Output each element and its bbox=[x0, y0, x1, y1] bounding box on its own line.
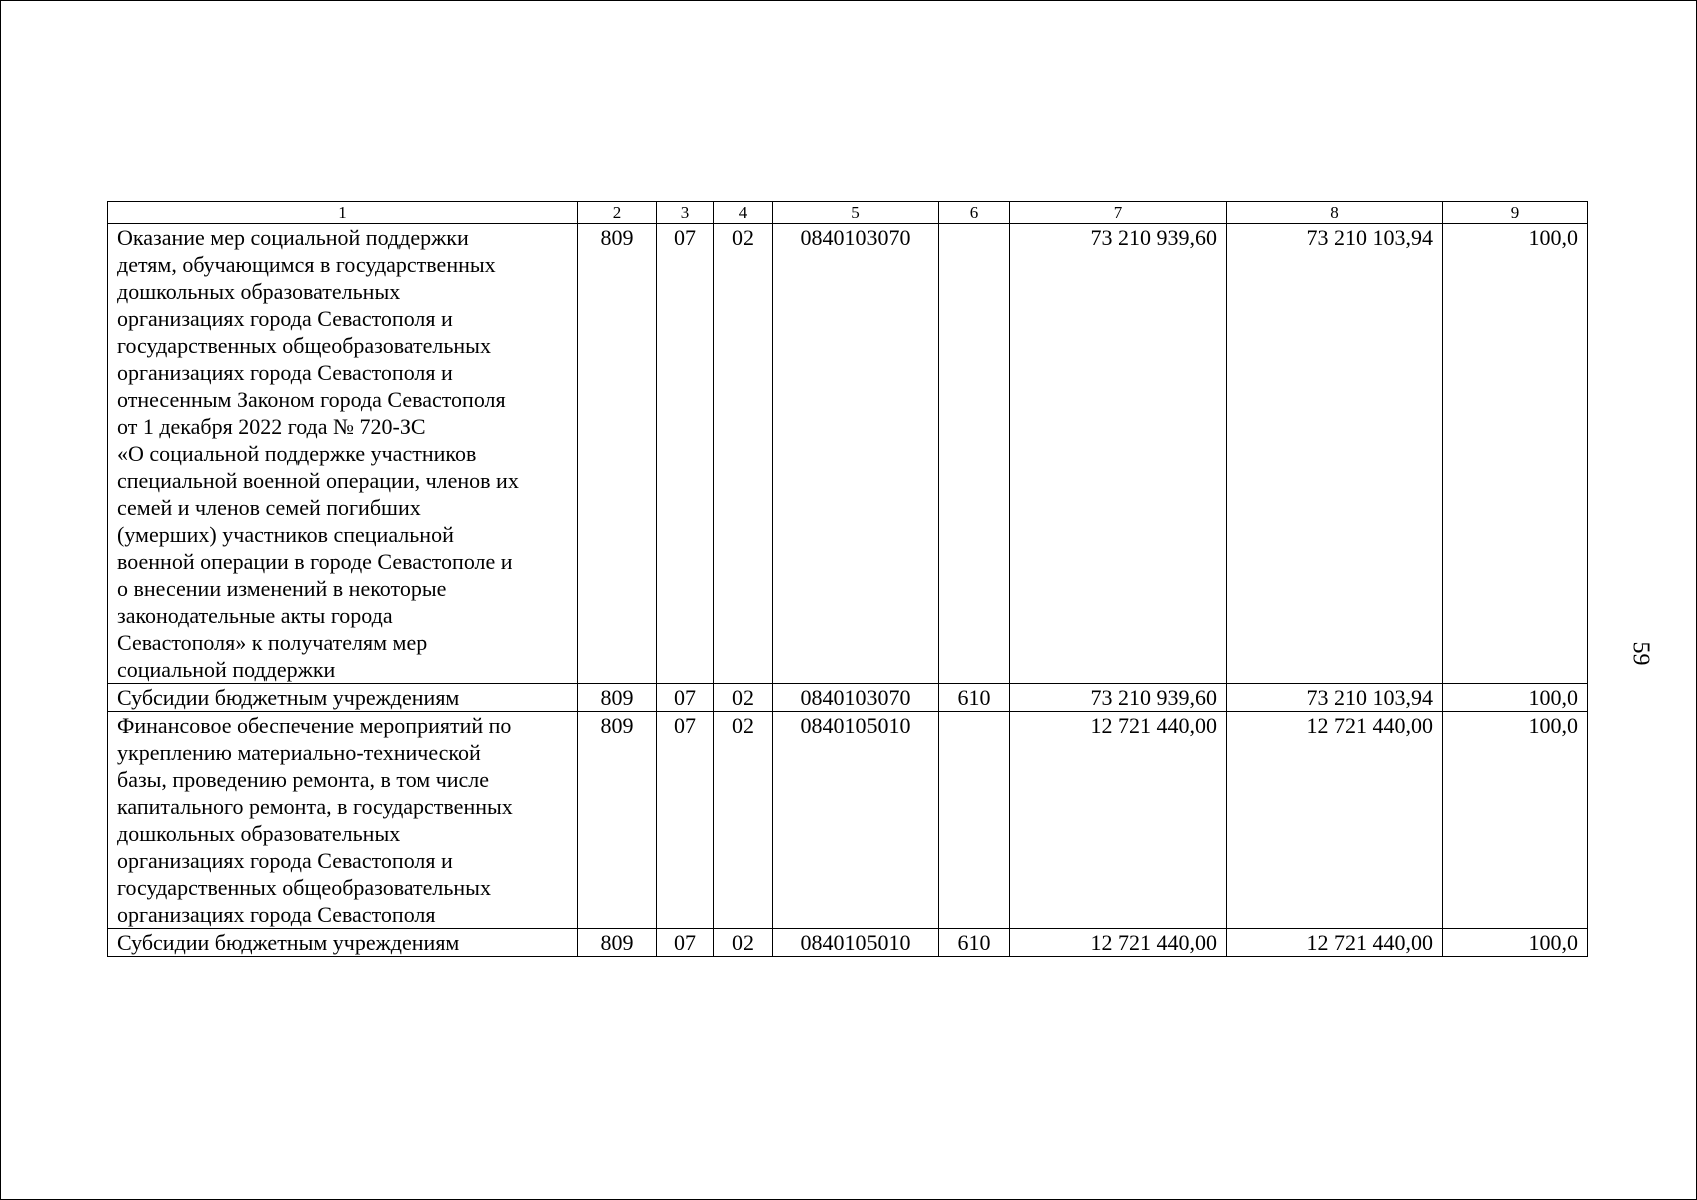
column-header-5: 5 bbox=[773, 202, 939, 224]
cell-section: 07 bbox=[657, 929, 714, 957]
table-row bbox=[108, 684, 1588, 712]
cell-planned-amount: 12 721 440,00 bbox=[1010, 712, 1227, 929]
cell-target-article: 0840103070 bbox=[773, 684, 939, 712]
budget-table bbox=[107, 201, 1588, 957]
cell-expense-type: 610 bbox=[939, 929, 1010, 957]
cell-target-article: 0840105010 bbox=[773, 712, 939, 929]
cell-percent: 100,0 bbox=[1443, 929, 1588, 957]
row-description: Субсидии бюджетным учреждениям bbox=[108, 684, 578, 712]
cell-planned-amount: 73 210 939,60 bbox=[1010, 684, 1227, 712]
cell-subsection: 02 bbox=[714, 224, 773, 684]
table-row bbox=[108, 712, 1588, 929]
cell-admin-code: 809 bbox=[578, 684, 657, 712]
cell-target-article: 0840105010 bbox=[773, 929, 939, 957]
column-number-row bbox=[108, 202, 1588, 224]
cell-subsection: 02 bbox=[714, 684, 773, 712]
cell-subsection: 02 bbox=[714, 929, 773, 957]
cell-expense-type bbox=[939, 224, 1010, 684]
cell-actual-amount: 12 721 440,00 bbox=[1227, 929, 1443, 957]
column-header-9: 9 bbox=[1443, 202, 1588, 224]
column-header-6: 6 bbox=[939, 202, 1010, 224]
cell-section: 07 bbox=[657, 712, 714, 929]
row-description: Субсидии бюджетным учреждениям bbox=[108, 929, 578, 957]
cell-section: 07 bbox=[657, 224, 714, 684]
cell-percent: 100,0 bbox=[1443, 224, 1588, 684]
table-row bbox=[108, 224, 1588, 684]
cell-subsection: 02 bbox=[714, 712, 773, 929]
cell-expense-type: 610 bbox=[939, 684, 1010, 712]
cell-percent: 100,0 bbox=[1443, 684, 1588, 712]
table-row bbox=[108, 929, 1588, 957]
column-header-1: 1 bbox=[108, 202, 578, 224]
column-header-3: 3 bbox=[657, 202, 714, 224]
page-number: 59 bbox=[1627, 641, 1654, 666]
cell-admin-code: 809 bbox=[578, 929, 657, 957]
cell-percent: 100,0 bbox=[1443, 712, 1588, 929]
column-header-7: 7 bbox=[1010, 202, 1227, 224]
cell-admin-code: 809 bbox=[578, 224, 657, 684]
column-header-8: 8 bbox=[1227, 202, 1443, 224]
column-header-4: 4 bbox=[714, 202, 773, 224]
row-description: Финансовое обеспечение мероприятий по укреплению материально-технической базы, проведению ремонта, в том числе капитального ремонта, в государственных дошкольных образовательных организациях города Севастополя и государственных общеобразовательных организациях города Севастополя bbox=[108, 712, 578, 929]
cell-expense-type bbox=[939, 712, 1010, 929]
cell-actual-amount: 12 721 440,00 bbox=[1227, 712, 1443, 929]
row-description: Оказание мер социальной поддержки детям, обучающимся в государственных дошкольных образовательных организациях города Севастополя и государственных общеобразовательных организациях города Севастополя и отнесенным Законом города Севастополя от 1 декабря 2022 года № 720-ЗС «О социальной поддержке участников специальной военной операции, членов их семей и членов семей погибших (умерших) участников специальной военной операции в городе Севастополе и о внесении изменений в некоторые законодательные акты города Севастополя» к получателям мер социальной поддержки bbox=[108, 224, 578, 684]
cell-admin-code: 809 bbox=[578, 712, 657, 929]
cell-actual-amount: 73 210 103,94 bbox=[1227, 224, 1443, 684]
cell-planned-amount: 73 210 939,60 bbox=[1010, 224, 1227, 684]
cell-section: 07 bbox=[657, 684, 714, 712]
cell-planned-amount: 12 721 440,00 bbox=[1010, 929, 1227, 957]
cell-target-article: 0840103070 bbox=[773, 224, 939, 684]
column-header-2: 2 bbox=[578, 202, 657, 224]
cell-actual-amount: 73 210 103,94 bbox=[1227, 684, 1443, 712]
